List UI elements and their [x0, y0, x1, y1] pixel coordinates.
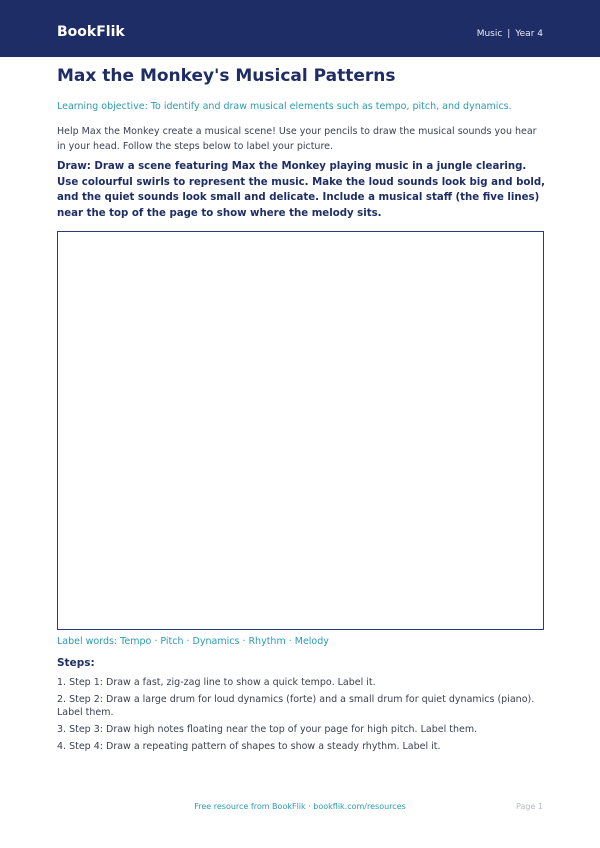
header-bar [0, 0, 600, 57]
step-item: 2. Step 2: Draw a large drum for loud dynamics (forte) and a small drum for quiet dynamics (piano). Label them. [57, 694, 535, 718]
footer-text: Free resource from BookFlik · bookflik.com/resources [194, 802, 406, 811]
subject-year [477, 27, 543, 41]
draw-task: Draw: Draw a scene featuring Max the Monkey playing music in a jungle clearing. Use colourful swirls to represent the music. Make the loud sounds look big and bold, and the quiet sounds look small and delicate. Include a musical staff (the five lines) near the top of the page to show where the melody sits. [57, 161, 546, 219]
step-item: 1. Step 1: Draw a fast, zig-zag line to show a quick tempo. Label it. [57, 677, 376, 688]
intro-text: Help Max the Monkey create a musical scene! Use your pencils to draw the musical sounds you hear in your head. Follow the steps below to label your picture. [57, 126, 537, 152]
step-item: 4. Step 4: Draw a repeating pattern of shapes to show a steady rhythm. Label it. [57, 741, 441, 752]
steps-heading: Steps: [57, 657, 95, 669]
steps-list [57, 676, 547, 757]
subject-label: Music [476, 29, 503, 39]
label-words: Label words: Tempo · Pitch · Dynamics · Rhythm · Melody [57, 636, 329, 647]
page-number: Page 1 [516, 802, 543, 811]
worksheet-title: Max the Monkey's Musical Patterns [57, 66, 396, 86]
step-item: 3. Step 3: Draw high notes floating near the top of your page for high pitch. Label them. [57, 724, 478, 735]
separator: | [507, 29, 511, 39]
drawing-area[interactable] [57, 231, 544, 630]
learning-objective: Learning objective: To identify and draw musical elements such as tempo, pitch, and dynamics. [57, 101, 512, 112]
brand-logo-text: BookFlik [57, 24, 125, 40]
year-label: Year 4 [515, 29, 543, 39]
